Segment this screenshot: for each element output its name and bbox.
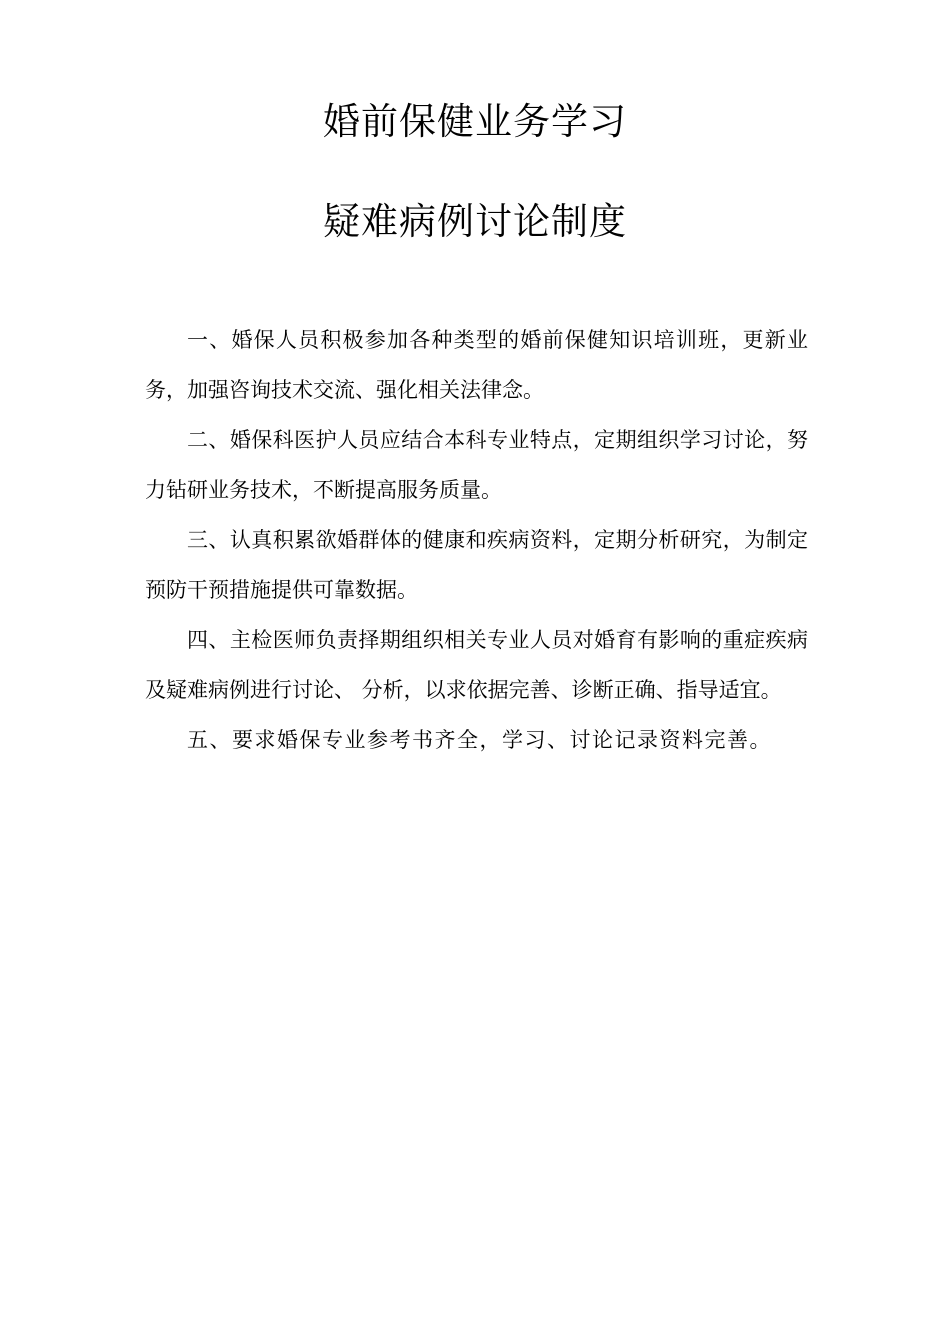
paragraph-4: 四、主检医师负责择期组织相关专业人员对婚育有影响的重症疾病及疑难病例进行讨论、 分析，以求依据完善、诊断正确、指导适宜。 [145, 628, 808, 702]
paragraph-3: 三、认真积累欲婚群体的健康和疾病资料，定期分析研究，为制定预防干预措施提供可靠数据。 [145, 528, 808, 602]
paragraph-5: 五、要求婚保专业参考书齐全，学习、讨论记录资料完善。 [187, 728, 772, 752]
paragraph-2: 二、婚保科医护人员应结合本科专业特点，定期组织学习讨论，努力钻研业务技术，不断提高服务质量。 [145, 428, 808, 502]
document-subtitle: 疑难病例讨论制度 [323, 200, 627, 243]
document-body [145, 315, 808, 765]
document-title: 婚前保健业务学习 [323, 100, 627, 143]
paragraph-1: 一、婚保人员积极参加各种类型的婚前保健知识培训班，更新业务，加强咨询技术交流、强化相关法律念。 [145, 328, 808, 402]
